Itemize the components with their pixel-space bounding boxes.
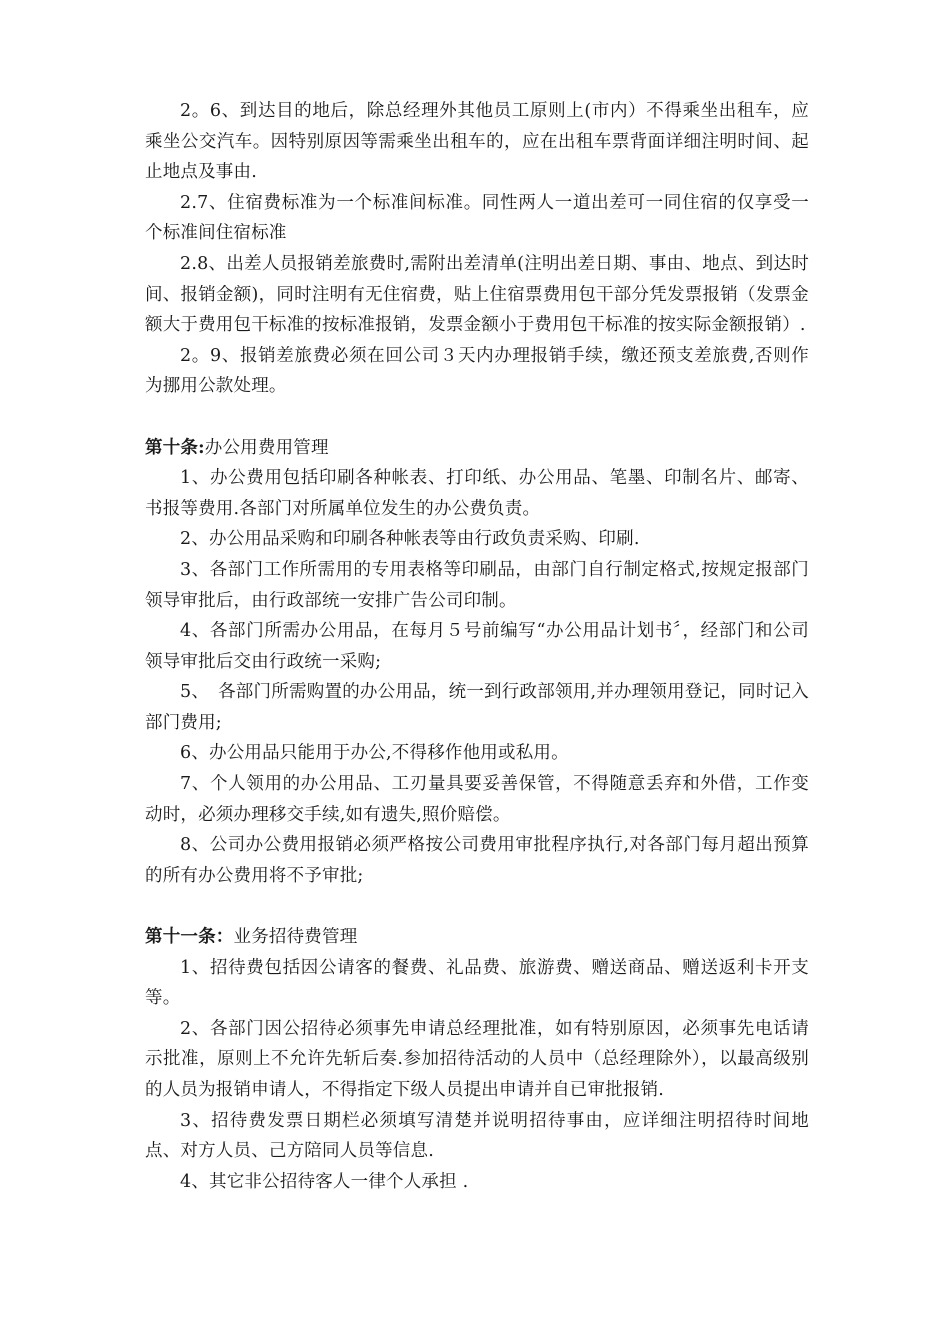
paragraph-2-9: 2。9、报销差旅费必须在回公司３天内办理报销手续，缴还预支差旅费,否则作为挪用公款处理。	[145, 345, 809, 397]
section-10-title: 办公用费用管理	[204, 437, 329, 458]
section-11-item-4: 4、其它非公招待客人一律个人承担 .	[180, 1171, 469, 1192]
paragraph-2-8: 2.8、出差人员报销差旅费时,需附出差清单(注明出差日期、事由、地点、到达时间、报销金额)，同时注明有无住宿费，贴上住宿票费用包干部分凭发票报销（发票金额大于费用包干标准的按标准报销，发票金额小于费用包干标准的按实际金额报销）.	[145, 253, 809, 336]
section-spacer	[145, 402, 809, 433]
section-10-item-7: 7、个人领用的办公用品、工刃量具要妥善保管，不得随意丢弃和外借，工作变动时，必须办理移交手续,如有遗失,照价赔偿。	[145, 774, 809, 825]
section-10-item-5: 5、 各部门所需购置的办公用品，统一到行政部领用,并办理领用登记，同时记入部门费用;	[145, 682, 809, 733]
document-body	[145, 96, 809, 1197]
section-10-heading	[145, 433, 809, 464]
section-10-label: 第十条:	[145, 437, 205, 458]
section-11-label: 第十一条：	[145, 927, 234, 948]
section-10-item-4: 4、各部门所需办公用品，在每月５号前编写“办公用品计划书〞，经部门和公司领导审批后交由行政统一采购;	[145, 621, 809, 672]
paragraph-2-6: 2。6、到达目的地后，除总经理外其他员工原则上(市内）不得乘坐出租车，应乘坐公交汽车。因特别原因等需乘坐出租车的，应在出租车票背面详细注明时间、起止地点及事由.	[145, 101, 809, 183]
section-10-item-3: 3、各部门工作所需用的专用表格等印刷品，由部门自行制定格式,按规定报部门领导审批后，由行政部统一安排广告公司印制。	[145, 559, 809, 611]
section-11-title: 业务招待费管理	[233, 927, 358, 948]
section-10-item-6: 6、办公用品只能用于办公,不得移作他用或私用。	[180, 743, 569, 764]
section-11-item-3: 3、招待费发票日期栏必须填写清楚并说明招待事由，应详细注明招待时间地点、对方人员、己方陪同人员等信息.	[145, 1110, 809, 1162]
section-spacer	[145, 891, 809, 922]
section-10-item-8: 8、公司办公费用报销必须严格按公司费用审批程序执行,对各部门每月超出预算的所有办公费用将不予审批;	[145, 835, 809, 886]
section-11-item-2: 2、各部门因公招待必须事先申请总经理批准，如有特别原因，必须事先电话请示批准，原则上不允许先斩后奏.参加招待活动的人员中（总经理除外），以最高级别的人员为报销申请人，不得指定下级人员提出申请并自已审批报销.	[145, 1018, 809, 1100]
section-10-item-1: 1、办公费用包括印刷各种帐表、打印纸、办公用品、笔墨、印制名片、邮寄、书报等费用.各部门对所属单位发生的办公费负责。	[145, 468, 809, 519]
section-11-heading	[145, 922, 809, 953]
section-11-item-1: 1、招待费包括因公请客的餐费、礼品费、旅游费、赠送商品、赠送返利卡开支等。	[145, 957, 809, 1009]
paragraph-2-7: 2.7、住宿费标准为一个标准间标准。同性两人一道出差可一同住宿的仅享受一个标准间住宿标准	[145, 192, 809, 244]
section-10-item-2: 2、办公用品采购和印刷各种帐表等由行政负责采购、印刷.	[180, 529, 640, 550]
